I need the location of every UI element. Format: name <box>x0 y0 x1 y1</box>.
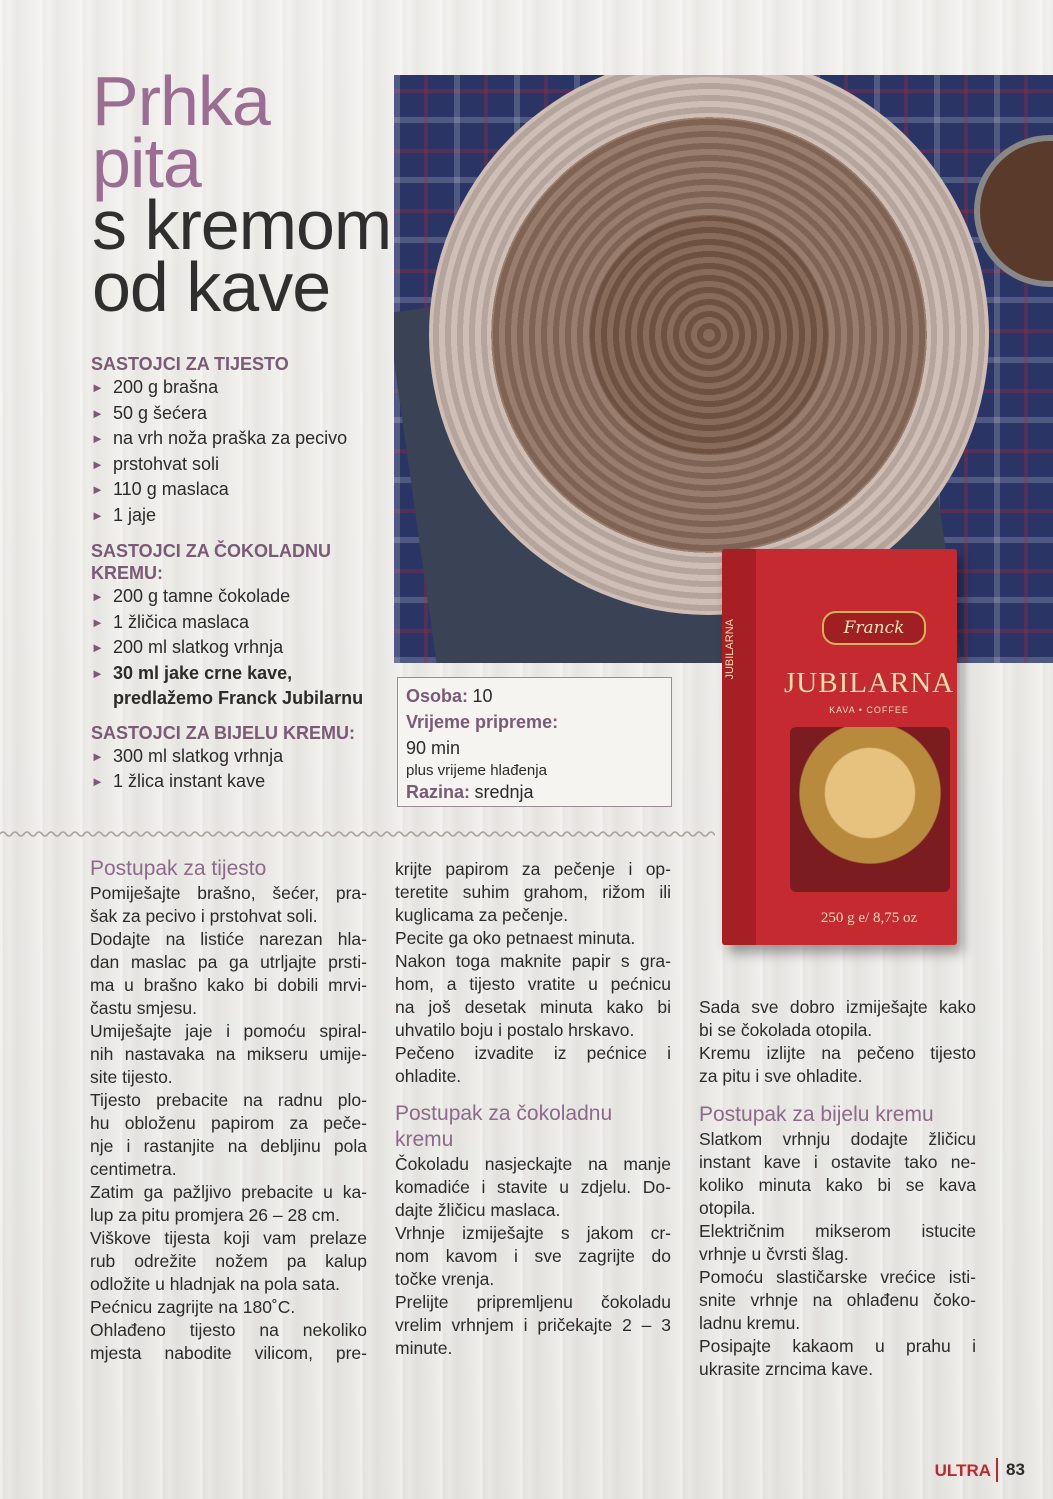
list-item-text: 200 g brašna <box>113 377 219 397</box>
list-item <box>91 426 391 452</box>
level-value: srednja <box>474 782 534 802</box>
text-line: Pećnicu zagrijte na 180˚C. <box>90 1297 296 1317</box>
package-side <box>722 549 756 945</box>
dough-method-continued <box>395 858 671 1088</box>
tart-image <box>429 75 989 615</box>
list-item <box>91 635 391 661</box>
text-line: instant kave i ostavite tako ne- <box>699 1152 976 1172</box>
text-line: Ohlađeno tijesto na nekoliko <box>90 1320 367 1340</box>
list-item <box>91 477 391 503</box>
text-line: Kremu izlijte na pečeno tijesto <box>699 1043 976 1063</box>
white-method-text <box>699 1128 976 1381</box>
text-line: nih nastavaka na mikseru umije- <box>90 1044 367 1064</box>
text-line: minute. <box>395 1338 453 1358</box>
text-line: Viškove tijesta koji vam prelaze <box>90 1228 367 1248</box>
list-item-text: 200 g tamne čokolade <box>113 586 291 606</box>
text-line: vrhnje u čvrsti šlag. <box>699 1244 849 1264</box>
text-line: Pecite ga oko petnaest minuta. <box>395 928 636 948</box>
text-line: uhvatilo boju i postalo hrskavo. <box>395 1020 635 1040</box>
choc-title-line-2: KREMU: <box>91 563 163 583</box>
choc-heading-line-1: Postupak za čokoladnu <box>395 1102 613 1125</box>
text-line: site tijesto. <box>90 1067 173 1087</box>
list-item-text: 200 ml slatkog vrhnja <box>113 637 284 657</box>
cocoa-bowl <box>974 135 1053 287</box>
text-line: krijte papirom za pečenje i op- <box>395 859 671 879</box>
choc-ingredients-bold <box>91 661 391 712</box>
recipe-title <box>92 62 392 326</box>
text-line: Slatkom vrhnju dodajte žličicu <box>699 1129 976 1149</box>
text-line: Pečeno izvadite iz pećnice i <box>395 1043 671 1063</box>
text-line: ukrasite zrncima kave. <box>699 1359 874 1379</box>
choc-method-continued <box>699 996 976 1088</box>
text-line: Čokoladu nasjeckajte na manje <box>395 1154 671 1174</box>
text-line: vrelim vrhnjem i pričekajte 2 – 3 <box>395 1315 671 1335</box>
text-line: Nakon toga maknite papir s gra- <box>395 951 671 971</box>
title-line-2: pita <box>92 124 201 202</box>
text-line: Dodajte na listiće narezan hla- <box>90 929 367 949</box>
text-line: Pomiješajte brašno, šećer, pra- <box>90 883 367 903</box>
choc-heading-line-2: kremu <box>395 1128 454 1151</box>
list-item-text: na vrh noža praška za pecivo <box>113 428 348 448</box>
text-line: za pitu i sve ohladite. <box>699 1066 863 1086</box>
list-item <box>91 375 391 401</box>
bullet-icon: ► <box>91 589 104 604</box>
brand-logo: Franck <box>822 611 926 645</box>
text-line: ladnu kremu. <box>699 1313 801 1333</box>
text-line: častu smjesu. <box>90 998 197 1018</box>
white-method-heading: Postupak za bijelu kremu <box>699 1103 934 1126</box>
ingredients <box>91 353 391 795</box>
text-line: Sada sve dobro izmiješajte kako <box>699 997 976 1017</box>
text-line: ohladite. <box>395 1066 462 1086</box>
text-line: rub odrežite nožem pa kalup <box>90 1251 367 1271</box>
package-side-text: JUBILARNA <box>724 619 736 680</box>
bullet-icon: ► <box>91 482 104 497</box>
bullet-icon: ► <box>91 665 104 681</box>
text-line: komadiće i stavite u zdjelu. Do- <box>395 1177 671 1197</box>
text-line: mjesta nabodite vilicom, pre- <box>90 1343 367 1363</box>
text-line: Pomoću slastičarske vrećice isti- <box>699 1267 976 1287</box>
list-item-text: 110 g maslaca <box>113 479 229 499</box>
text-line: Vrhnje izmiješajte s jakom cr- <box>395 1223 671 1243</box>
text-line: centimetra. <box>90 1159 177 1179</box>
choc-method-text <box>395 1153 671 1360</box>
bullet-icon: ► <box>91 380 104 395</box>
column-3 <box>699 996 976 1381</box>
choc-method-heading <box>395 1101 671 1153</box>
bullet-icon: ► <box>91 640 104 655</box>
text-line: snite vrhnje na ohlađenu čoko- <box>699 1290 976 1310</box>
text-line: točke vrenja. <box>395 1269 495 1289</box>
text-line: dajte žličicu maslaca. <box>395 1200 561 1220</box>
text-line: ma u brašno kako bi dobili mrvi- <box>90 975 367 995</box>
dough-ingredients-title: SASTOJCI ZA TIJESTO <box>91 354 289 374</box>
persons-label: Osoba: <box>406 686 469 706</box>
bullet-icon: ► <box>91 456 104 472</box>
portrait-illustration <box>790 727 950 892</box>
text-line: Tijesto prebacite na radnu plo- <box>90 1090 367 1110</box>
choc-ingredients-title <box>91 540 391 584</box>
list-item-text: 1 žlica instant kave <box>113 771 266 791</box>
list-item-text: 300 ml slatkog vrhnja <box>113 745 284 766</box>
text-line: odložite u hladnjak na pola sata. <box>90 1274 341 1294</box>
text-line: Zatim ga pažljivo prebacite u ka- <box>90 1182 367 1202</box>
text-line: hom, a tijesto vratite u pećnicu <box>395 974 671 994</box>
list-item <box>91 503 391 529</box>
list-item <box>91 401 391 427</box>
time-value: 90 min <box>406 738 461 758</box>
text-line: nom kavom i sve zagrijte do <box>395 1246 671 1266</box>
list-item-text: 50 g šećera <box>113 402 208 423</box>
dough-ingredients-list <box>91 375 391 528</box>
text-line: hu obloženu papirom za peče- <box>90 1113 367 1133</box>
magazine-brand: ULTRA <box>934 1461 991 1480</box>
list-item <box>91 452 391 478</box>
choc-title-line-1: SASTOJCI ZA ČOKOLADNU <box>91 541 332 561</box>
persons-value: 10 <box>472 686 493 706</box>
product-sub: KAVA • COFFEE <box>829 705 909 715</box>
text-line: teretite suhim grahom, rižom ili <box>395 882 671 902</box>
bullet-icon: ► <box>91 507 104 523</box>
bullet-icon: ► <box>91 431 104 446</box>
text-line: lup za pitu promjera 26 – 28 cm. <box>90 1205 340 1225</box>
footer-separator <box>996 1458 998 1482</box>
title-line-1: Prhka <box>92 62 270 140</box>
choc-ingredients-list <box>91 584 391 661</box>
text-line: Posipajte kakaom u prahu i <box>699 1336 976 1356</box>
bullet-icon: ► <box>91 774 104 789</box>
text-line: kuglicama za pečenje. <box>395 905 569 925</box>
list-item <box>91 584 391 610</box>
text-line: Električnim mikserom istucite <box>699 1221 976 1241</box>
text-line: Umiješajte jaje i pomoću spiral- <box>90 1021 367 1041</box>
product-weight: 250 g e/ 8,75 oz <box>820 910 918 926</box>
list-item <box>91 744 391 770</box>
page-number: 83 <box>1006 1460 1025 1479</box>
text-line: na još desetak minuta kako bi <box>395 997 671 1017</box>
section-divider <box>0 829 715 839</box>
dough-method-text <box>90 882 367 1365</box>
text-line: dan maslac pa ga utrljajte prsti- <box>90 952 367 972</box>
bullet-icon: ► <box>91 405 104 421</box>
column-2 <box>395 858 671 1360</box>
text-line: nje i rastanjite na debljinu pola <box>90 1136 367 1156</box>
text-line: šak za pecivo i prstohvat soli. <box>90 906 318 926</box>
dough-method-heading: Postupak za tijesto <box>90 857 267 880</box>
product-name: JUBILARNA <box>784 667 955 699</box>
white-ingredients-list <box>91 744 391 795</box>
list-item <box>91 610 391 636</box>
dough-method <box>90 856 367 1365</box>
coffee-package <box>722 549 957 945</box>
title-line-3: s kremom <box>92 186 392 264</box>
time-note: plus vrijeme hlađenja <box>406 762 547 779</box>
level-label: Razina: <box>406 782 471 802</box>
text-line: otopila. <box>699 1198 756 1218</box>
list-item <box>91 769 391 795</box>
white-ingredients-title: SASTOJCI ZA BIJELU KREMU: <box>91 722 356 743</box>
bullet-icon: ► <box>91 614 104 630</box>
bullet-icon: ► <box>91 748 104 764</box>
list-item-text: 1 žličica maslaca <box>113 611 250 632</box>
list-item-text: 1 jaje <box>113 504 157 525</box>
text-line: koliko minuta kako bi se kava <box>699 1175 976 1195</box>
text-line: Prelijte pripremljenu čokoladu <box>395 1292 671 1312</box>
text-line: bi se čokolada otopila. <box>699 1020 873 1040</box>
recipe-info-box <box>397 677 672 807</box>
list-item: ► 30 ml jake crne kave, predlažemo Franck Jubilarnu <box>91 662 364 708</box>
title-line-4: od kave <box>92 248 331 326</box>
list-item-text: prstohvat soli <box>113 453 220 474</box>
time-label: Vrijeme pripreme: <box>406 712 559 732</box>
